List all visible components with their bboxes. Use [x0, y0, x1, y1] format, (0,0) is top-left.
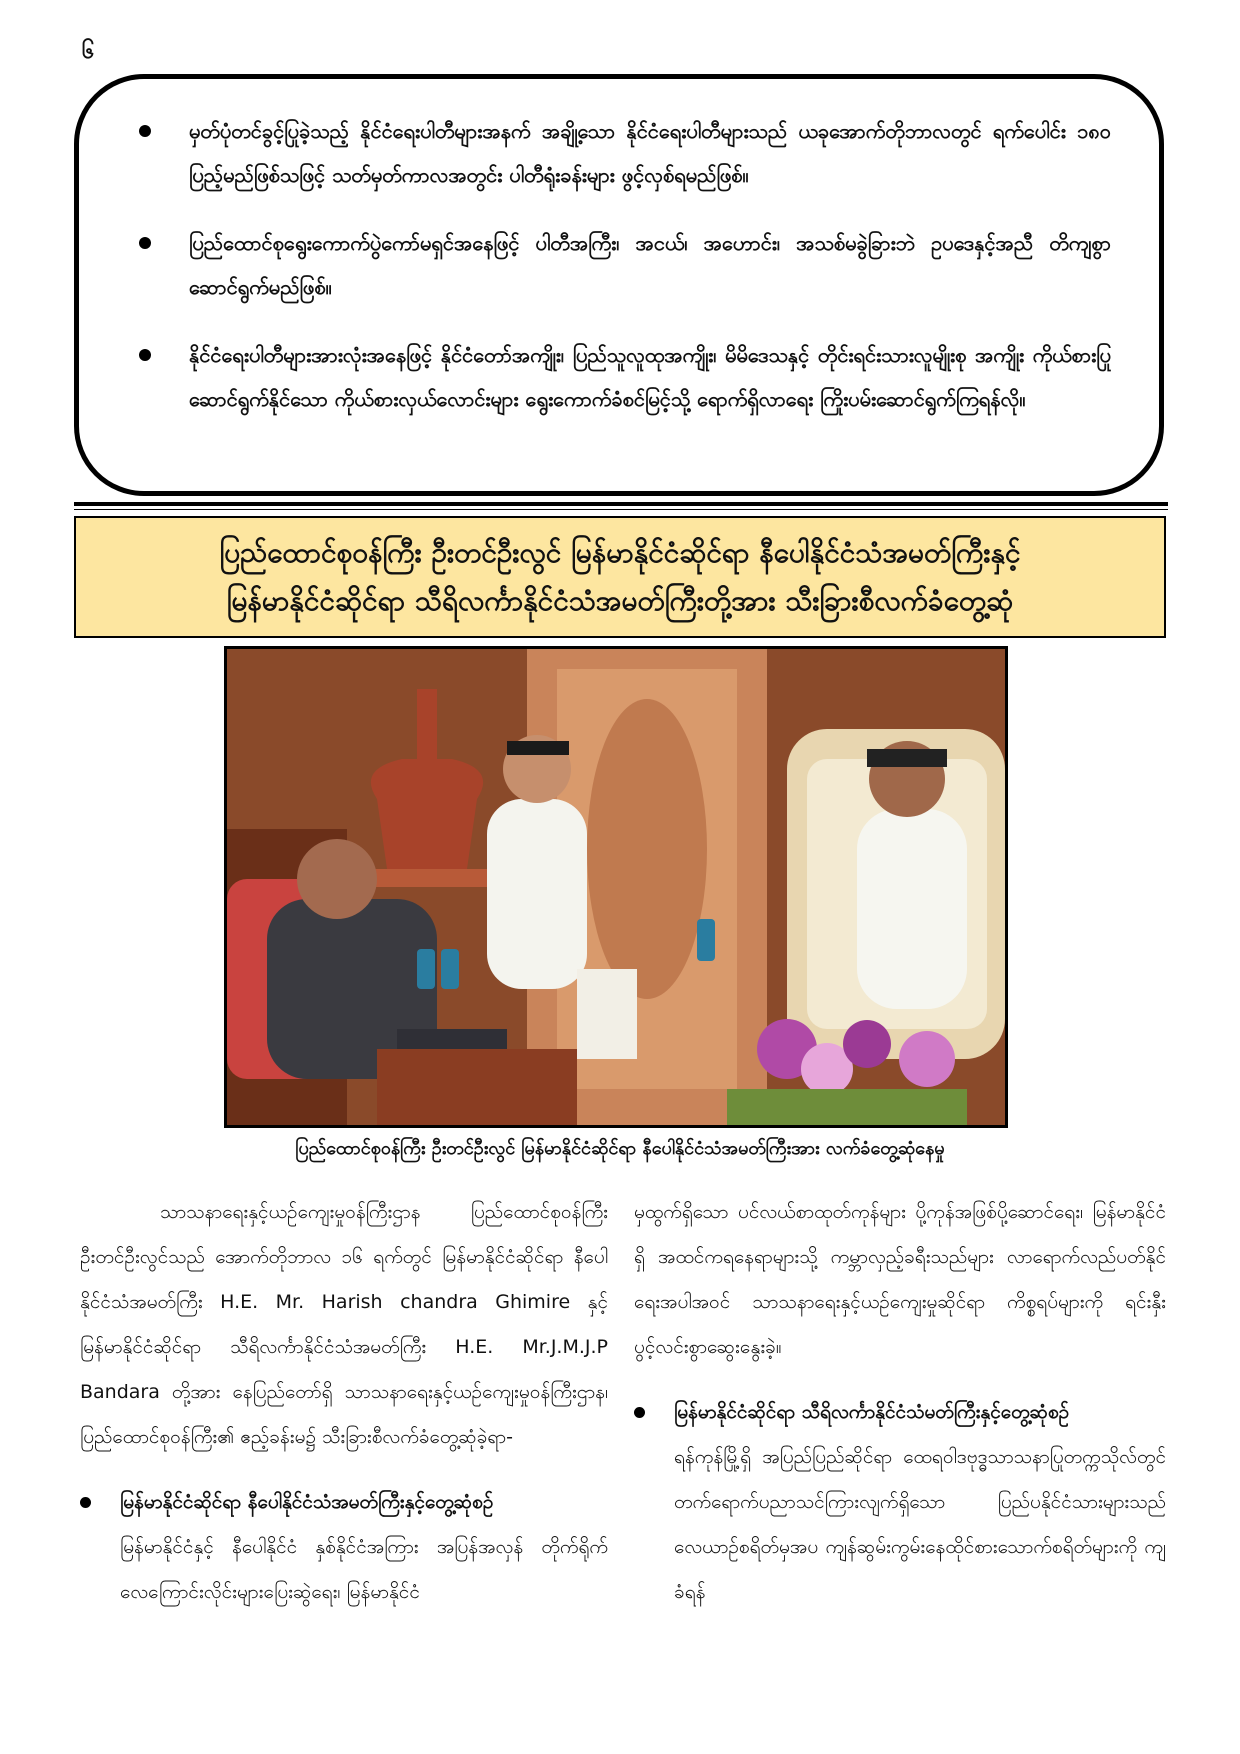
nepal-meeting-body-continued: မှထွက်ရှိသော ပင်လယ်စာထုတ်ကုန်များ ပို့ကုန်အဖြစ်ပို့ဆောင်ရေး၊ မြန်မာနိုင်ငံရှိ အထင်ကရနေရာများသို့ ကမ္ဘာလှည့်ခရီးသည်များ လာရောက်လည်ပတ်နိုင်ရေးအပါအဝင် သာသနာရေးနှင့်ယဉ်ကျေးမှုဆိုင်ရာ ကိစ္စရပ်များကို ရင်းနှီးပွင့်လင်းစွာဆွေးနွေးခဲ့။ — [634, 1201, 1166, 1358]
photo-caption: ပြည်ထောင်စုဝန်ကြီး ဦးတင်ဦးလွင် မြန်မာနိုင်ငံဆိုင်ရာ နီပေါနိုင်ငံသံအမတ်ကြီးအား လက်ခံတွေ့ဆုံနေမှု — [295, 1138, 945, 1159]
srilanka-meeting-section — [634, 1390, 1166, 1615]
headline-box — [74, 516, 1166, 638]
bullet-icon — [80, 1497, 91, 1508]
summary-bullet-text: ပြည်ထောင်စုရွေးကောက်ပွဲကော်မရှင်အနေဖြင့် ပါတီအကြီး၊ အငယ်၊ အဟောင်း၊ အသစ်မခွဲခြားဘဲ ဥပဒေနှင့်အညီ တိကျစွာ ဆောင်ရွက်မည်ဖြစ်။ — [189, 231, 1111, 299]
bullet-icon — [139, 125, 151, 137]
summary-box — [74, 74, 1164, 496]
summary-bullet — [137, 333, 1111, 421]
headline: ပြည်ထောင်စုဝန်ကြီး ဦးတင်ဦးလွင် မြန်မာနိုင်ငံဆိုင်ရာ နီပေါနိုင်ငံသံအမတ်ကြီးနှင့် မြန်မာနိုင်ငံဆိုင်ရာ သီရိလင်္ကာနိုင်ငံသံအမတ်ကြီးတို့အား သီးခြားစီလက်ခံတွေ့ဆုံ — [219, 536, 1021, 617]
section-divider — [74, 502, 1168, 506]
meeting-photo-illustration — [227, 649, 1005, 1125]
nepal-meeting-body: မြန်မာနိုင်ငံနှင့် နီပေါနိုင်ငံ နှစ်နိုင်ငံအကြား အပြန်အလှန် တိုက်ရိုက်လေကြောင်းလိုင်းများပြေးဆွဲရေး၊ မြန်မာနိုင်ငံ — [120, 1536, 608, 1603]
article-column-right — [634, 1190, 1166, 1615]
meeting-photo — [224, 646, 1008, 1128]
page-number: ၆ — [82, 39, 95, 64]
bullet-icon — [139, 237, 151, 249]
article-column-left — [80, 1190, 608, 1615]
srilanka-meeting-body: ရန်ကုန်မြို့ရှိ အပြည်ပြည်ဆိုင်ရာ ထေရဝါဒဗုဒ္ဓသာသနာပြုတက္ကသိုလ်တွင် တက်ရောက်ပညာသင်ကြားလျက်ရှိသော ပြည်ပနိုင်ငံသားများသည် လေယာဉ်စရိတ်မှအပ ကျန်ဆွမ်းကွမ်းနေထိုင်စားသောက်စရိတ်များကို ကျခံရန် — [674, 1446, 1166, 1603]
bullet-icon — [139, 349, 151, 361]
summary-bullet-text: မှတ်ပုံတင်ခွင့်ပြုခဲ့သည့် နိုင်ငံရေးပါတီများအနက် အချို့သော နိုင်ငံရေးပါတီများသည် ယခုအောက်တိုဘာလတွင် ရက်ပေါင်း ၁၈၀ ပြည့်မည်ဖြစ်သဖြင့် သတ်မှတ်ကာလအတွင်း ပါတီရုံးခန်းများ ဖွင့်လှစ်ရမည်ဖြစ်။ — [189, 119, 1111, 187]
bullet-icon — [634, 1407, 645, 1418]
article-intro: သာသနာရေးနှင့်ယဉ်ကျေးမှုဝန်ကြီးဌာန ပြည်ထောင်စုဝန်ကြီး ဦးတင်ဦးလွင်သည် အောက်တိုဘာလ ၁၆ ရက်တွင် မြန်မာနိုင်ငံဆိုင်ရာ နီပေါနိုင်ငံသံအမတ်ကြီး H.E. Mr. Harish chandra Ghimire နှင့် မြန်မာနိုင်ငံဆိုင်ရာ သီရိလင်္ကာနိုင်ငံသံအမတ်ကြီး H.E. Mr.J.M.J.P Bandara တို့အား နေပြည်တော်ရှိ သာသနာရေးနှင့်ယဉ်ကျေးမှုဝန်ကြီးဌာန၊ ပြည်ထောင်စုဝန်ကြီး၏ ဧည့်ခန်းမ၌ သီးခြားစီလက်ခံတွေ့ဆုံခဲ့ရာ- — [80, 1201, 608, 1448]
summary-bullet — [137, 221, 1111, 309]
summary-bullet — [137, 109, 1111, 197]
nepal-meeting-heading: မြန်မာနိုင်ငံဆိုင်ရာ နီပေါနိုင်ငံသံအမတ်ကြီးနှင့်တွေ့ဆုံစဉ် — [120, 1491, 494, 1513]
section-divider-thin — [74, 509, 1168, 510]
nepal-meeting-section — [80, 1480, 608, 1615]
summary-bullet-text: နိုင်ငံရေးပါတီများအားလုံးအနေဖြင့် နိုင်ငံတော်အကျိုး၊ ပြည်သူလူထုအကျိုး၊ မိမိဒေသနှင့် တိုင်းရင်းသားလူမျိုးစု အကျိုး ကိုယ်စားပြုဆောင်ရွက်နိုင်သော ကိုယ်စားလှယ်လောင်းများ ရွေးကောက်ခံစင်မြင့်သို့ ရောက်ရှိလာရေး ကြိုးပမ်းဆောင်ရွက်ကြရန်လို။ — [189, 343, 1111, 411]
srilanka-meeting-heading: မြန်မာနိုင်ငံဆိုင်ရာ သီရိလင်္ကာနိုင်ငံသံမတ်ကြီးနှင့်တွေ့ဆုံစဉ် — [674, 1401, 1070, 1423]
